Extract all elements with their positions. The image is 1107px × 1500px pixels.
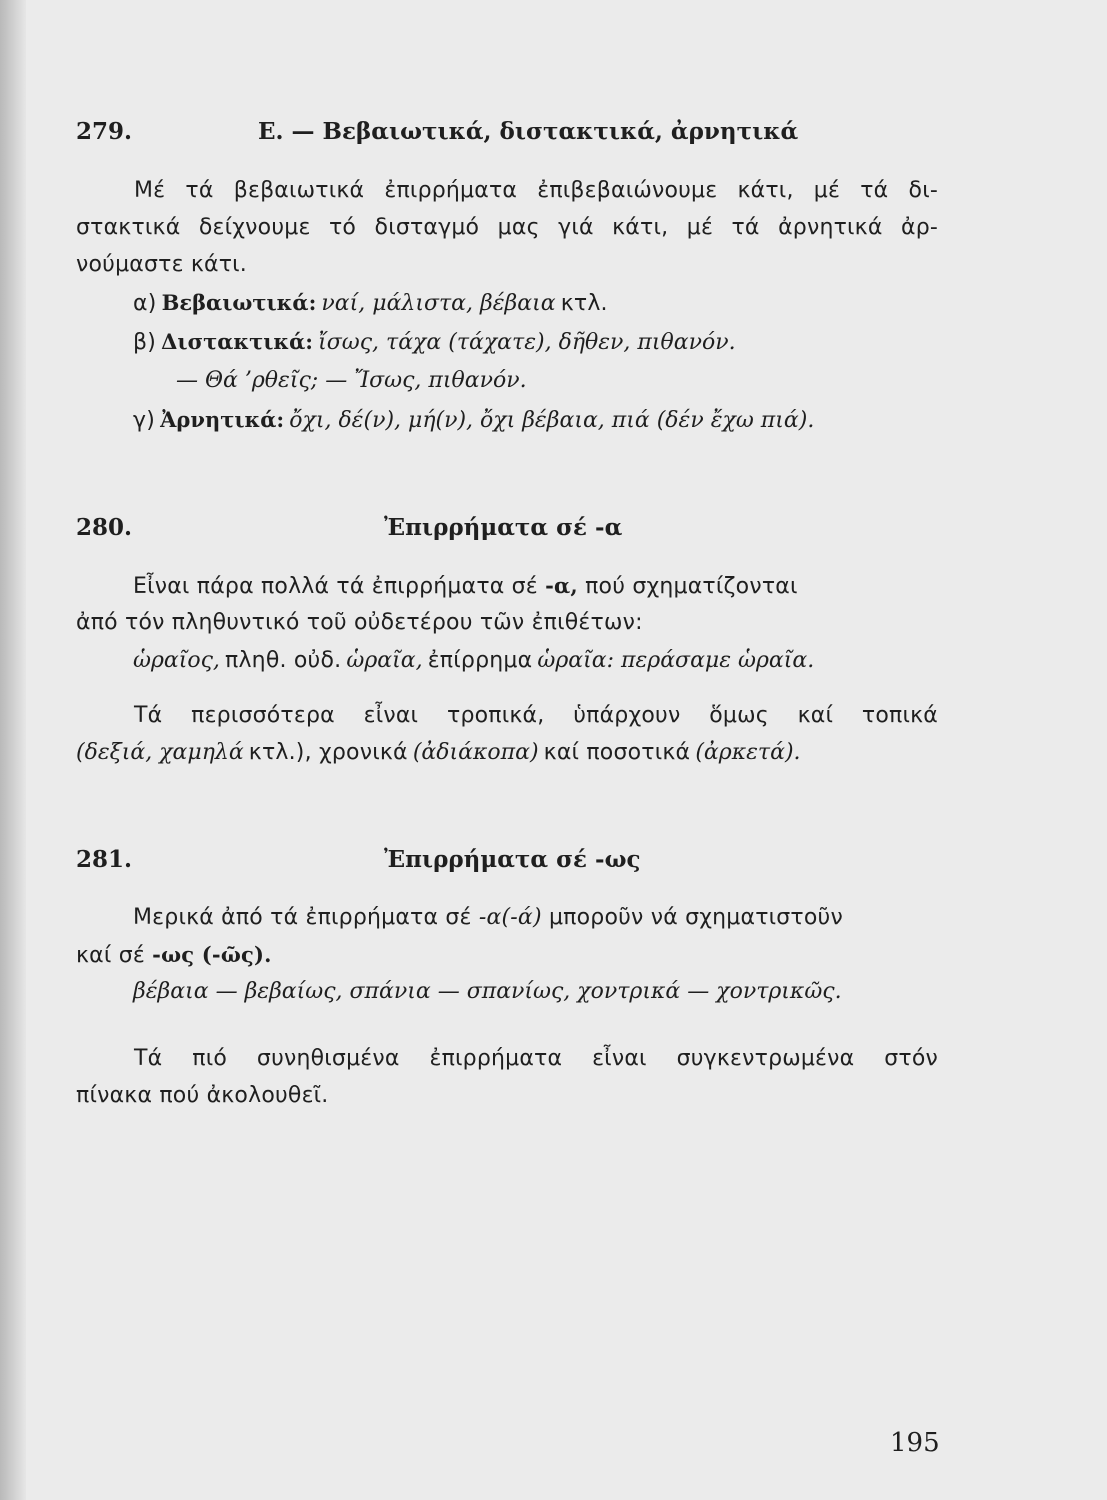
s279-item-b-dialogue: — Θά ’ρθεῖς; — Ἴσως, πιθανόν. bbox=[176, 368, 527, 393]
s279-paragraph-line-2: στακτικά δείχνουμε τό δισταγμό μας γιά κάτι, μέ τά ἀρνητικά ἀρ- bbox=[76, 215, 938, 240]
s279-paragraph-line-1: Μέ τά βεβαιωτικά ἐπιρρήματα ἐπιβεβαιώνουμε κάτι, μέ τά δι- bbox=[134, 178, 938, 203]
s279-paragraph-line-3: νούμαστε κάτι. bbox=[76, 252, 248, 277]
s280-ex-adverb: ὡραῖα: περάσαμε ὡραῖα. bbox=[537, 648, 815, 673]
s280-temporal-word: κτλ.), χρονικά bbox=[248, 740, 408, 765]
s281-suffix-a: -α(-ά) bbox=[478, 905, 542, 930]
s279-item-a bbox=[133, 290, 608, 316]
item-g-examples: ὄχι, δέ(ν), μή(ν), ὄχι βέβαια, πιά (δέν ἔχω πιά). bbox=[289, 408, 815, 433]
s280-temporal-example: (ἀδιάκοπα) bbox=[412, 740, 539, 765]
s281-suffix-ws: -ως (-ῶς). bbox=[152, 942, 272, 967]
section-280-title: Ἐπιρρήματα σέ -α bbox=[384, 514, 623, 541]
item-b-label: Διστακτικά: bbox=[161, 329, 314, 354]
s280-text-b: πού σχηματίζονται bbox=[585, 574, 798, 599]
item-g-marker: γ) bbox=[133, 408, 156, 433]
s281-text-a: Μερικά ἀπό τά ἐπιρρήματα σέ bbox=[133, 905, 472, 930]
item-b-examples: ἴσως, τάχα (τάχατε), δῆθεν, πιθανόν. bbox=[318, 330, 736, 355]
s280-suffix-a: -α, bbox=[545, 573, 578, 598]
s280-paragraph-line-2: ἀπό τόν πληθυντικό τοῦ οὐδετέρου τῶν ἐπιθέτων: bbox=[76, 610, 643, 635]
s281-text-b: μποροῦν νά σχηματιστοῦν bbox=[548, 905, 843, 930]
item-a-marker: α) bbox=[133, 291, 157, 316]
s280-quantity-example: (ἀρκετά). bbox=[695, 740, 801, 765]
page-number: 195 bbox=[890, 1428, 940, 1458]
s280-paragraph2-line-2 bbox=[76, 740, 801, 765]
s279-item-g bbox=[133, 407, 814, 433]
s281-paragraph-line-1 bbox=[133, 905, 843, 930]
s280-ex-adverb-word: ἐπίρρημα bbox=[427, 648, 533, 673]
s280-quantity-word: καί ποσοτικά bbox=[543, 740, 691, 765]
section-279-title: Ε. — Βεβαιωτικά, διστακτικά, ἀρνητικά bbox=[258, 118, 799, 145]
s281-paragraph2-line-2: πίνακα πού ἀκολουθεῖ. bbox=[76, 1083, 329, 1108]
section-281-number: 281. bbox=[76, 846, 133, 873]
section-279-number: 279. bbox=[76, 118, 133, 145]
item-a-examples: ναί, μάλιστα, βέβαια bbox=[321, 291, 556, 316]
item-a-label: Βεβαιωτικά: bbox=[161, 290, 317, 315]
s281-paragraph2-line-1: Τά πιό συνηθισμένα ἐπιρρήματα εἶναι συγκεντρωμένα στόν bbox=[134, 1046, 938, 1071]
s280-text-a: Εἶναι πάρα πολλά τά ἐπιρρήματα σέ bbox=[133, 574, 538, 599]
s281-text-c: καί σέ bbox=[76, 943, 145, 968]
s280-ex-adjective: ὡραῖος, bbox=[133, 648, 220, 673]
s280-local-examples: (δεξιά, χαμηλά bbox=[76, 740, 244, 765]
item-g-label: Ἀρνητικά: bbox=[160, 407, 285, 432]
s280-ex-plural-form: ὡραῖα, bbox=[346, 648, 423, 673]
item-a-etc: κτλ. bbox=[560, 291, 608, 316]
s280-paragraph2-line-1: Τά περισσότερα εἶναι τροπικά, ὑπάρχουν ὅμως καί τοπικά bbox=[134, 703, 938, 728]
s279-item-b bbox=[133, 329, 736, 355]
s281-paragraph-line-2 bbox=[76, 942, 272, 968]
s280-paragraph-line-1 bbox=[133, 573, 798, 599]
s280-example bbox=[133, 648, 814, 673]
s281-example: βέβαια — βεβαίως, σπάνια — σπανίως, χοντρικά — χοντρικῶς. bbox=[133, 979, 842, 1004]
s280-ex-plural: πληθ. οὐδ. bbox=[225, 648, 342, 673]
section-281-title: Ἐπιρρήματα σέ -ως bbox=[384, 846, 641, 873]
section-280-number: 280. bbox=[76, 514, 133, 541]
item-b-marker: β) bbox=[133, 330, 157, 355]
